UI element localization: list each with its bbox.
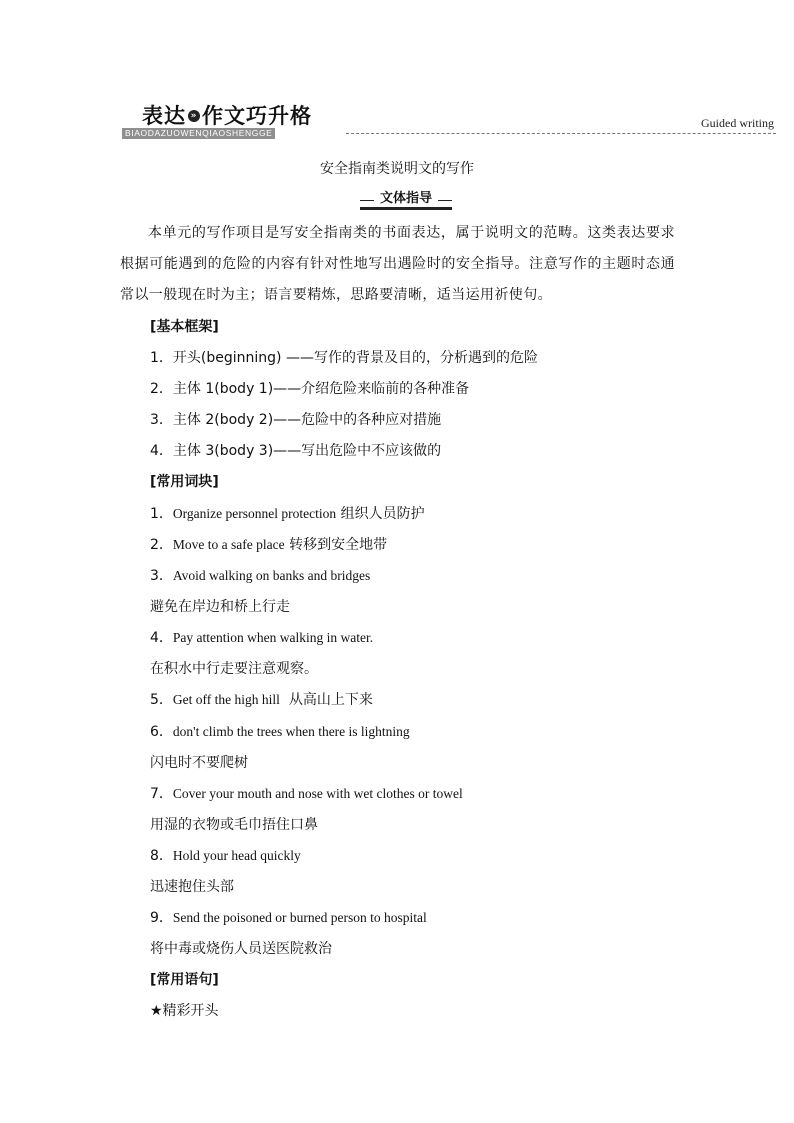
banner-title-part2: 作文巧升格 (202, 104, 312, 128)
phrase-english: don't climb the trees when there is lightning (172, 724, 410, 739)
phrase-translation: 将中毒或烧伤人员送医院救治 (150, 941, 332, 957)
framework-item: 1．开头(beginning) ——写作的背景及目的，分析遇到的危险 (150, 350, 538, 366)
banner-title-part1: 表达 (142, 104, 186, 128)
phrase-chinese: 从高山上下来 (279, 692, 373, 708)
phrase-number: 1． (150, 506, 173, 522)
phrase-number: 2． (150, 537, 173, 553)
phrase-number: 8． (150, 848, 173, 864)
phrase-english: Move to a safe place (172, 537, 285, 552)
phrase-translation: 闪电时不要爬树 (150, 755, 248, 771)
section-rule-left (360, 200, 374, 201)
phrase-translation: 迅速抱住头部 (150, 879, 234, 895)
phrase-chinese: 转移到安全地带 (284, 537, 388, 553)
phrase-chinese: 组织人员防护 (336, 506, 425, 522)
header-divider (346, 133, 776, 134)
section-underline-bar (360, 207, 452, 210)
phrase-item (150, 907, 427, 927)
phrases-heading: [常用词块] (150, 474, 219, 490)
double-arrow-icon: » (188, 110, 200, 122)
phrase-translation: 用湿的衣物或毛巾捂住口鼻 (150, 817, 318, 833)
framework-item: 3．主体 2(body 2)——危险中的各种应对措施 (150, 412, 442, 428)
phrase-item (150, 845, 301, 865)
section-banner-title (142, 100, 312, 130)
phrase-english: Get off the high hill (172, 692, 280, 707)
phrase-english: Organize personnel protection (172, 506, 337, 521)
phrase-item (150, 721, 410, 741)
phrase-item (150, 534, 387, 554)
intro-paragraph: 本单元的写作项目是写安全指南类的书面表达，属于说明文的范畴。这类表达要求根据可能遇到的危险的内容有针对性地写出遇险时的安全指导。注意写作的主题时态通常以一般现在时为主；语言要精炼，思路要清晰，适当运用祈使句。 (120, 225, 675, 303)
phrase-english: Avoid walking on banks and bridges (172, 568, 371, 583)
sentences-heading: [常用语句] (150, 972, 219, 988)
phrase-translation: 在积水中行走要注意观察。 (150, 661, 318, 677)
phrase-english: Pay attention when walking in water. (172, 630, 374, 645)
framework-item: 4．主体 3(body 3)——写出危险中不应该做的 (150, 443, 442, 459)
section-label-box (360, 190, 452, 210)
phrase-number: 6． (150, 724, 173, 740)
phrase-number: 4． (150, 630, 173, 646)
phrase-item (150, 783, 463, 803)
phrase-english: Cover your mouth and nose with wet clothes or towel (172, 786, 463, 801)
banner-pinyin: BIAODAZUOWENQIAOSHENGGE (122, 128, 275, 139)
phrase-number: 3． (150, 568, 173, 584)
section-rule-right (438, 200, 452, 201)
phrase-item (150, 565, 370, 585)
phrase-item (150, 503, 425, 523)
framework-heading: [基本框架] (150, 319, 219, 335)
phrase-number: 9． (150, 910, 173, 926)
header-right-label: Guided writing (701, 116, 774, 130)
section-label: 文体指导 (374, 190, 438, 209)
phrase-english: Send the poisoned or burned person to hospital (172, 910, 427, 925)
document-title: 安全指南类说明文的写作 (320, 161, 474, 177)
page-header (0, 0, 794, 145)
phrase-item (150, 689, 373, 709)
phrase-item (150, 627, 373, 647)
phrase-english: Hold your head quickly (172, 848, 301, 863)
phrase-number: 5． (150, 692, 173, 708)
phrase-number: 7． (150, 786, 173, 802)
framework-item: 2．主体 1(body 1)——介绍危险来临前的各种准备 (150, 381, 470, 397)
sentences-subheading: ★精彩开头 (150, 1003, 219, 1019)
phrase-translation: 避免在岸边和桥上行走 (150, 599, 290, 615)
